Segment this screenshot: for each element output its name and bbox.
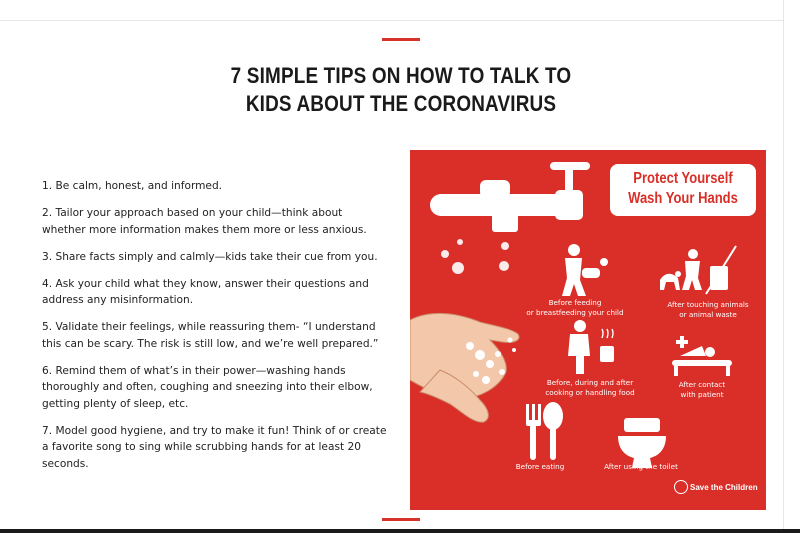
save-the-children-logo-icon <box>674 480 688 494</box>
patient-contact-icon <box>672 336 732 376</box>
caption-patient: After contact with patient <box>678 380 726 399</box>
caption-toilet: After using the toilet <box>604 462 678 471</box>
caption-animals: After touching animals or animal waste <box>667 300 749 319</box>
feeding-icon <box>562 244 608 296</box>
cooking-icon <box>568 320 614 374</box>
caption-feeding: Before feeding or breastfeeding your child <box>526 298 624 317</box>
tip-1: 1. Be calm, honest, and informed. <box>42 180 223 192</box>
page-title <box>228 62 574 118</box>
animal-waste-icon <box>660 246 736 294</box>
water-drops-icon <box>441 239 509 274</box>
sign-line-2: Wash Your Hands <box>628 190 738 207</box>
caption-cooking: Before, during and after cooking or handling food <box>545 378 635 397</box>
toilet-icon <box>618 418 666 468</box>
tip-2: 2. Tailor your approach based on your child—think about whether more information makes them more or less anxious. <box>42 207 367 236</box>
fork-spoon-icon <box>526 402 563 460</box>
page-title-line-2: KIDS ABOUT THE CORONAVIRUS <box>245 91 557 116</box>
brand-name: Save the Children <box>690 483 758 492</box>
top-divider <box>0 20 783 21</box>
title-accent-line <box>382 38 420 41</box>
tips-list <box>42 178 387 483</box>
bottom-bar <box>0 529 800 533</box>
tip-5: 5. Validate their feelings, while reassuring them- “I understand this can be scary. The risk is still low, and we’re well prepared.” <box>42 321 379 350</box>
page-title-line-1: 7 SIMPLE TIPS ON HOW TO TALK TO <box>230 63 572 88</box>
faucet-icon <box>430 162 590 232</box>
tip-6: 6. Remind them of what’s in their power—washing hands thoroughly and often, coughing and sneezing into their elbow, getting plenty of sleep, etc. <box>42 364 373 410</box>
protect-sign <box>610 164 756 216</box>
hands-icon <box>410 313 519 422</box>
page-edge <box>783 0 784 533</box>
tip-4: 4. Ask your child what they know, answer their questions and address any misinformation. <box>42 277 369 306</box>
tip-7: 7. Model good hygiene, and try to make it fun! Think of or create a favorite song to sing while scrubbing hands for at least 20 seconds. <box>42 424 387 470</box>
tip-3: 3. Share facts simply and calmly—kids take their cue from you. <box>42 250 378 263</box>
sign-line-1: Protect Yourself <box>633 170 733 187</box>
caption-eating: Before eating <box>515 462 565 471</box>
handwashing-poster <box>410 150 766 510</box>
footer-accent-line <box>382 518 420 521</box>
